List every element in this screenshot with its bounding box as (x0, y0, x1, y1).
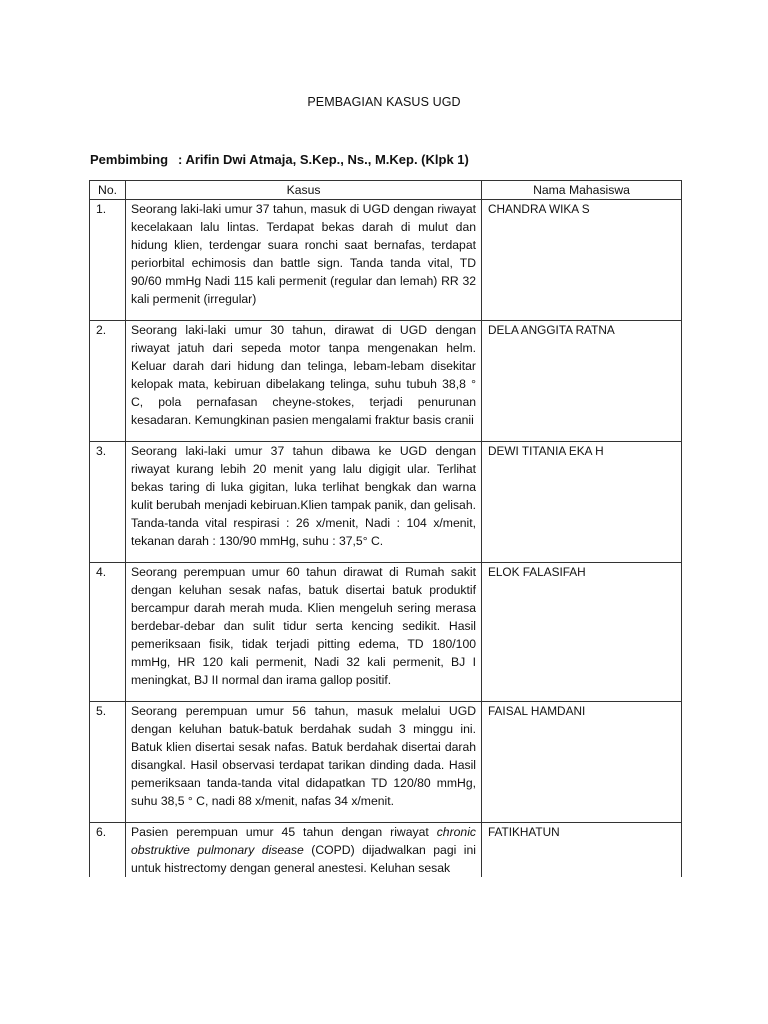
student-name: ELOK FALASIFAH (482, 563, 682, 702)
case-description: Seorang perempuan umur 60 tahun dirawat di Rumah sakit dengan keluhan sesak nafas, batuk disertai batuk produktif bercampur darah merah muda. Klien mengeluh sering merasa berdebar-debar dan sulit tidur serta kencing sedikit. Hasil pemeriksaan fisik, tidak terjadi pitting edema, TD 180/100 mmHg, HR 120 kali permenit, Nadi 32 kali permenit, BJ I meningkat, BJ II normal dan irama gallop positif. (126, 563, 482, 702)
table-row (90, 563, 682, 702)
table-row (90, 321, 682, 442)
case-text-start: Pasien perempuan umur 45 tahun dengan riwayat (131, 825, 437, 839)
header-no: No. (90, 181, 126, 200)
case-assignment-table (89, 180, 682, 877)
table-header-row (90, 181, 682, 200)
student-name: CHANDRA WIKA S (482, 200, 682, 321)
header-student: Nama Mahasiswa (482, 181, 682, 200)
table-row (90, 823, 682, 878)
row-number: 4. (90, 563, 126, 702)
case-text-end: (COPD) dijadwalkan pagi ini untuk histrectomy dengan general anestesi. Keluhan sesak (131, 843, 476, 875)
row-number: 1. (90, 200, 126, 321)
student-name: FAISAL HAMDANI (482, 702, 682, 823)
student-name: FATIKHATUN (482, 823, 682, 878)
student-name: DELA ANGGITA RATNA (482, 321, 682, 442)
case-description: Seorang laki-laki umur 30 tahun, dirawat di UGD dengan riwayat jatuh dari sepeda motor tanpa mengenakan helm. Keluar darah dari hidung dan telinga, lebam-lebam disekitar kelopak mata, kebiruan dibelakang telinga, suhu tubuh 38,8 ° C, pola pernafasan cheyne-stokes, terjadi penurunan kesadaran. Kemungkinan pasien mengalami fraktur basis cranii (126, 321, 482, 442)
table-row (90, 442, 682, 563)
row-number: 3. (90, 442, 126, 563)
header-case: Kasus (126, 181, 482, 200)
student-name: DEWI TITANIA EKA H (482, 442, 682, 563)
case-description (126, 823, 482, 878)
row-number: 5. (90, 702, 126, 823)
case-description: Seorang laki-laki umur 37 tahun dibawa ke UGD dengan riwayat kurang lebih 20 menit yang lalu digigit ular. Terlihat bekas taring di luka gigitan, luka terlihat bengkak dan warna kulit berubah menjadi kebiruan.Klien tampak panik, dan gelisah. Tanda-tanda vital respirasi : 26 x/menit, Nadi : 104 x/menit, tekanan darah : 130/90 mmHg, suhu : 37,5° C. (126, 442, 482, 563)
case-description: Seorang perempuan umur 56 tahun, masuk melalui UGD dengan keluhan batuk-batuk berdahak sudah 3 minggu ini. Batuk klien disertai sesak nafas. Batuk berdahak disertai darah disangkal. Hasil observasi terdapat tarikan dinding dada. Hasil pemeriksaan tanda-tanda vital didapatkan TD 120/80 mmHg, suhu 38,5 ° C, nadi 88 x/menit, nafas 34 x/menit. (126, 702, 482, 823)
supervisor-name: : Arifin Dwi Atmaja, S.Kep., Ns., M.Kep. (Klpk 1) (178, 152, 469, 167)
row-number: 2. (90, 321, 126, 442)
supervisor-line (90, 152, 469, 167)
table-row (90, 200, 682, 321)
case-text-italic: chronic obstruktive pulmonary disease (131, 825, 476, 857)
document-title: PEMBAGIAN KASUS UGD (307, 95, 461, 109)
case-description: Seorang laki-laki umur 37 tahun, masuk di UGD dengan riwayat kecelakaan lalu lintas. Terdapat bekas darah di mulut dan hidung klien, terdengar suara ronchi saat bernafas, terdapat periorbital echimosis dan battle sign. Tanda tanda vital, TD 90/60 mmHg Nadi 115 kali permenit (regular dan lemah) RR 32 kali permenit (irregular) (126, 200, 482, 321)
supervisor-label: Pembimbing (90, 152, 169, 167)
row-number: 6. (90, 823, 126, 878)
table-row (90, 702, 682, 823)
